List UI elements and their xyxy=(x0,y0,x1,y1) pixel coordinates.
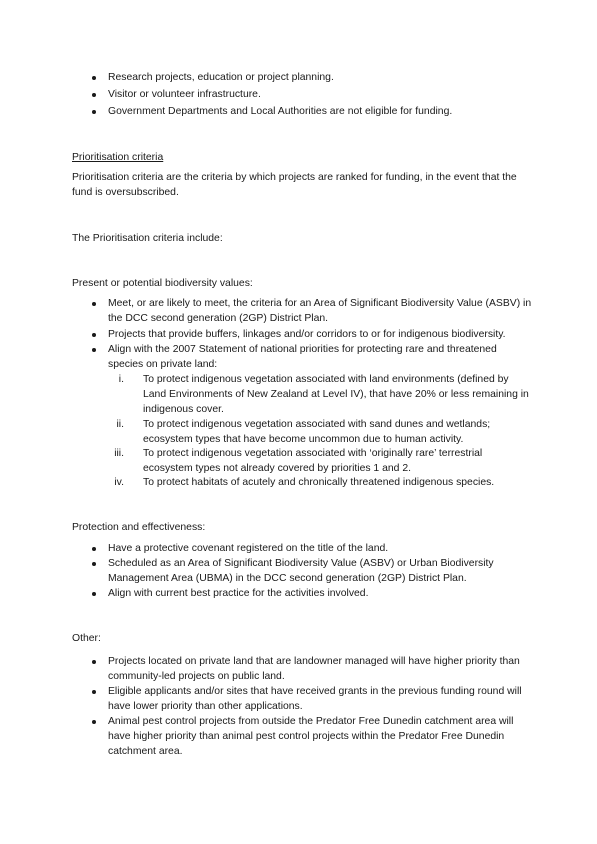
list-item-line: have higher priority than animal pest control projects within the Predator Free Dunedin xyxy=(108,731,505,742)
bullet-dot xyxy=(92,592,96,596)
list-item-line: community-led projects on public land. xyxy=(108,671,285,682)
list-item-line: Projects located on private land that are landowner managed will have higher priority than xyxy=(108,656,520,667)
bullet-dot xyxy=(92,547,96,551)
list-item-text: Research projects, education or project planning. xyxy=(108,72,334,83)
paragraph-line: fund is oversubscribed. xyxy=(72,187,179,198)
bullet-dot xyxy=(92,348,96,352)
numbered-item-line: To protect indigenous vegetation associated with sand dunes and wetlands; xyxy=(143,419,491,430)
bullet-dot xyxy=(92,333,96,337)
list-item-line: Management Area (UBMA) in the DCC second generation (2GP) District Plan. xyxy=(108,573,467,584)
item-number: i. xyxy=(118,374,124,385)
list-item-text: Government Departments and Local Authorities are not eligible for funding. xyxy=(108,106,453,117)
list-item-line: species on private land: xyxy=(108,359,218,370)
numbered-item-line: To protect indigenous vegetation associated with ‘originally rare’ terrestrial xyxy=(143,448,483,459)
list-item-line: Projects that provide buffers, linkages and/or corridors to or for indigenous biodiversity. xyxy=(108,329,506,340)
list-item-line: Align with current best practice for the activities involved. xyxy=(108,588,369,599)
item-number: ii. xyxy=(116,419,124,430)
section-heading: Prioritisation criteria xyxy=(72,152,164,163)
bullet-dot xyxy=(92,110,96,114)
numbered-item-line: ecosystem types that have become uncommon due to human activity. xyxy=(143,434,464,445)
bullet-dot xyxy=(92,302,96,306)
section-heading: Present or potential biodiversity values: xyxy=(72,278,253,289)
section-heading: Other: xyxy=(72,633,101,644)
numbered-item-line: To protect habitats of acutely and chronically threatened indigenous species. xyxy=(143,477,495,488)
bullet-dot xyxy=(92,93,96,97)
list-item-line: Have a protective covenant registered on the title of the land. xyxy=(108,543,389,554)
list-item-text: Visitor or volunteer infrastructure. xyxy=(108,89,261,100)
section-heading: Protection and effectiveness: xyxy=(72,522,206,533)
numbered-item-line: To protect indigenous vegetation associated with land environments (defined by xyxy=(143,374,509,385)
numbered-item-line: Land Environments of New Zealand at Level IV), that have 20% or less remaining in xyxy=(143,389,529,400)
list-item-line: Eligible applicants and/or sites that have received grants in the previous funding round will xyxy=(108,686,522,697)
paragraph: The Prioritisation criteria include: xyxy=(72,233,223,244)
list-item-line: the DCC second generation (2GP) District Plan. xyxy=(108,313,329,324)
numbered-item-line: indigenous cover. xyxy=(143,404,224,415)
bullet-dot xyxy=(92,76,96,80)
numbered-item-line: ecosystem types not already covered by priorities 1 and 2. xyxy=(143,463,411,474)
bullet-dot xyxy=(92,720,96,724)
list-item-line: Meet, or are likely to meet, the criteria for an Area of Significant Biodiversity Value (ASBV) in xyxy=(108,298,532,309)
list-item-line: have lower priority than other applications. xyxy=(108,701,303,712)
bullet-dot xyxy=(92,690,96,694)
bullet-dot xyxy=(92,562,96,566)
list-item-line: Align with the 2007 Statement of national priorities for protecting rare and threatened xyxy=(108,344,497,355)
item-number: iii. xyxy=(114,448,124,459)
item-number: iv. xyxy=(114,477,124,488)
list-item-line: Scheduled as an Area of Significant Biodiversity Value (ASBV) or Urban Biodiversity xyxy=(108,558,494,569)
paragraph-line: Prioritisation criteria are the criteria by which projects are ranked for funding, in the event that the xyxy=(72,172,517,183)
list-item-line: catchment area. xyxy=(108,746,183,757)
list-item-line: Animal pest control projects from outside the Predator Free Dunedin catchment area will xyxy=(108,716,514,727)
bullet-dot xyxy=(92,660,96,664)
